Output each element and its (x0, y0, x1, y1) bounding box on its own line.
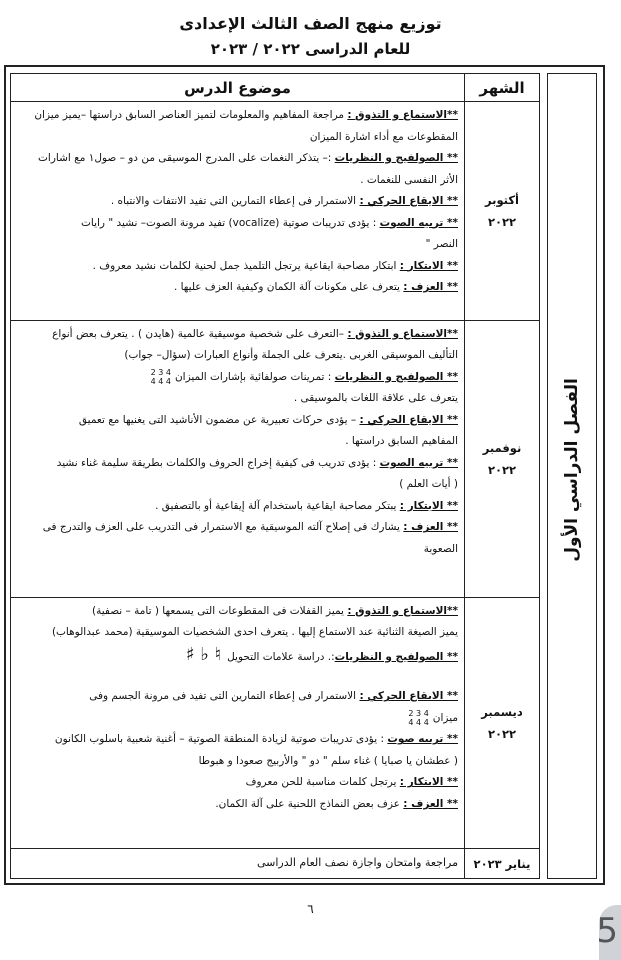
topic-text: الاستمرار فى إعطاء التمارين التى تفيد الانتفات والانتباه . (110, 195, 360, 207)
topic-text: يميز الصيغة الثنائية عند الاستماع إليها . يتعرف احدى الشخصيات الموسيقية (محمد عبدالوهاب) (51, 626, 458, 639)
topic-heading: ** الابتكار : (399, 776, 458, 789)
topic-heading: **الاستماع و التذوق : (347, 327, 458, 340)
term-label: الفصل الدراسي الأول (562, 378, 582, 562)
topic-heading: ** الايقاع الحركي : (359, 690, 458, 703)
meter-denominators: 4 4 4 (408, 717, 429, 727)
topic-text: عزف بعض النماذج اللحنية على آلة الكمان. (215, 797, 404, 810)
month-header: الشهر (465, 74, 540, 102)
topic-text: – يؤدى حركات تعبيرية عن مضمون الأناشيد التى يغنيها مع تعميق (78, 413, 360, 426)
topic-heading: ** العزف : (403, 281, 458, 293)
topic-text: : يؤدى تدريب فى كيفية إخراج الحروف والكلمات بطريقة سليمة غناء نشيد (56, 456, 380, 469)
corner-number: 5 (596, 911, 618, 951)
topics-cell-november (11, 320, 465, 597)
topic-text: –التعرف على شخصية موسيقية عالمية (هايدن ) . يتعرف بعض أنواع (52, 327, 348, 340)
month-year: ٢٠٢٢ (487, 727, 517, 742)
table-row-november (11, 320, 540, 597)
topic-heading: ** الصولفيج و النظريات (334, 650, 458, 663)
table-row-december (11, 597, 540, 849)
topic-text: ( أيات العلم ) (399, 478, 458, 491)
topic-text: يتعرف على مكونات آلة الكمان وكيفية العزف عليها . (173, 281, 404, 293)
topic-text: : يؤدى تدريبات صوتية لزيادة المنطقة الصوتية – أغنية شعبية باسلوب الكانون (54, 733, 388, 746)
time-signatures (151, 368, 171, 386)
topic-text: :. دراسة علامات التحويل (227, 650, 335, 663)
topic-heading: **الاستماع و التذوق : (347, 604, 458, 617)
topic-text: المقطوعات مع أداء اشارة الميزان (309, 130, 458, 143)
month-cell-january: يناير ٢٠٢٣ (465, 849, 540, 879)
topic-heading: ** تربيه الصوت (379, 456, 458, 469)
topic-text: الاستمرار فى إعطاء التمارين التى تفيد فى مرونة الجسم وفى (89, 690, 360, 703)
document-title: توزيع منهج الصف الثالث الإعدادى (179, 14, 442, 33)
topic-heading: ** الصولفيج و النظريات (334, 370, 458, 383)
topic-text: النصر " (425, 238, 458, 250)
month-name: أكتوبر (484, 192, 519, 207)
month-year: ٢٠٢٢ (487, 214, 517, 229)
meter-numerators: 2 3 4 (150, 367, 171, 377)
header-row (11, 74, 540, 102)
topic-text: يميز القفلات فى المقطوعات التى يسمعها ( تامة – نصفية) (91, 604, 348, 617)
topic-text: يشارك فى إصلاح آلته الموسيقية مع الاستمرار فى التدريب على العزف والتدرج فى (42, 521, 404, 534)
table-row-october (11, 102, 540, 321)
topic-heading: ** الايقاع الحركي : (359, 195, 458, 207)
topic-heading: ** تربيه صوت (387, 733, 458, 746)
spacer (15, 668, 458, 686)
accidental-signs: ♮ ♭ ♯ (186, 643, 222, 665)
topic-text: الصعوبة (423, 542, 458, 555)
month-cell-october (465, 102, 540, 321)
topic-text: :– يتذكر النغمات على المدرج الموسيقى من دو – صول١ مع اشارات (38, 152, 335, 164)
topic-text: ميزان (432, 711, 458, 724)
topic-heading: ** الصولفيج و النظريات (334, 152, 458, 164)
table-row-january (11, 849, 540, 879)
topic-header: موضوع الدرس (11, 74, 465, 102)
topic-text: : تمرينات صولفائية بإشارات الميزان (174, 370, 335, 383)
topic-heading: ** الايقاع الحركي : (359, 413, 458, 426)
corner-badge (596, 905, 621, 960)
month-name: نوفمبر (482, 440, 522, 455)
topic-text: : يؤدى تدريبات صوتية (vocalize) تفيد مرونة الصوت– نشيد " رايات (80, 216, 380, 229)
topic-text: ( عطشان يا صبايا ) غناء سلم " دو " والأربيج صعودا و هبوطا (198, 754, 458, 767)
topic-text: يرتجل كلمات مناسبة للحن معروف (245, 776, 400, 789)
month-cell-december (465, 597, 540, 849)
topic-heading: ** الابتكار : (399, 259, 458, 272)
month-name: ديسمبر (481, 705, 523, 720)
time-signatures (408, 709, 428, 727)
topics-cell-december (11, 597, 465, 849)
topics-cell-january: مراجعة وامتحان واجازة نصف العام الدراسى (11, 849, 465, 879)
month-year: ٢٠٢٢ (487, 462, 517, 477)
topic-text: مراجعة المفاهيم والمعلومات لتميز العناصر السابق دراستها –يميز ميزان (34, 109, 348, 121)
topic-heading: ** الابتكار : (399, 499, 458, 512)
page-number: ٦ (307, 902, 314, 916)
topic-text: ابتكار مصاحبة ايقاعية يرتجل التلميذ جمل لحنية لكلمات نشيد معروف . (92, 259, 400, 272)
topic-text: الأثر النفسى للنغمات . (360, 173, 458, 186)
curriculum-table (10, 73, 540, 879)
topic-text: يتعرف على علاقة اللغات بالموسيقى . (293, 392, 458, 405)
academic-year: للعام الدراسى ٢٠٢٢ / ٢٠٢٣ (210, 40, 411, 58)
topic-text: المفاهيم السابق دراستها . (345, 435, 458, 448)
topic-heading: **الاستماع و التذوق : (347, 109, 458, 121)
topic-heading: ** العزف : (403, 797, 458, 810)
topics-cell-october (11, 102, 465, 321)
topic-text: التأليف الموسيقى الغربى .يتعرف على الجملة وأنواع العبارات (سؤال– جواب) (124, 349, 458, 362)
topic-text: يبتكر مصاحبة ايقاعية باستخدام آلة إيقاعية أو بالتصفيق . (155, 499, 400, 512)
topic-heading: ** العزف : (403, 521, 458, 534)
meter-denominators: 4 4 4 (150, 376, 171, 386)
meter-numerators: 2 3 4 (408, 708, 429, 718)
topic-heading: ** تربيه الصوت (379, 216, 458, 229)
month-cell-november (465, 320, 540, 597)
